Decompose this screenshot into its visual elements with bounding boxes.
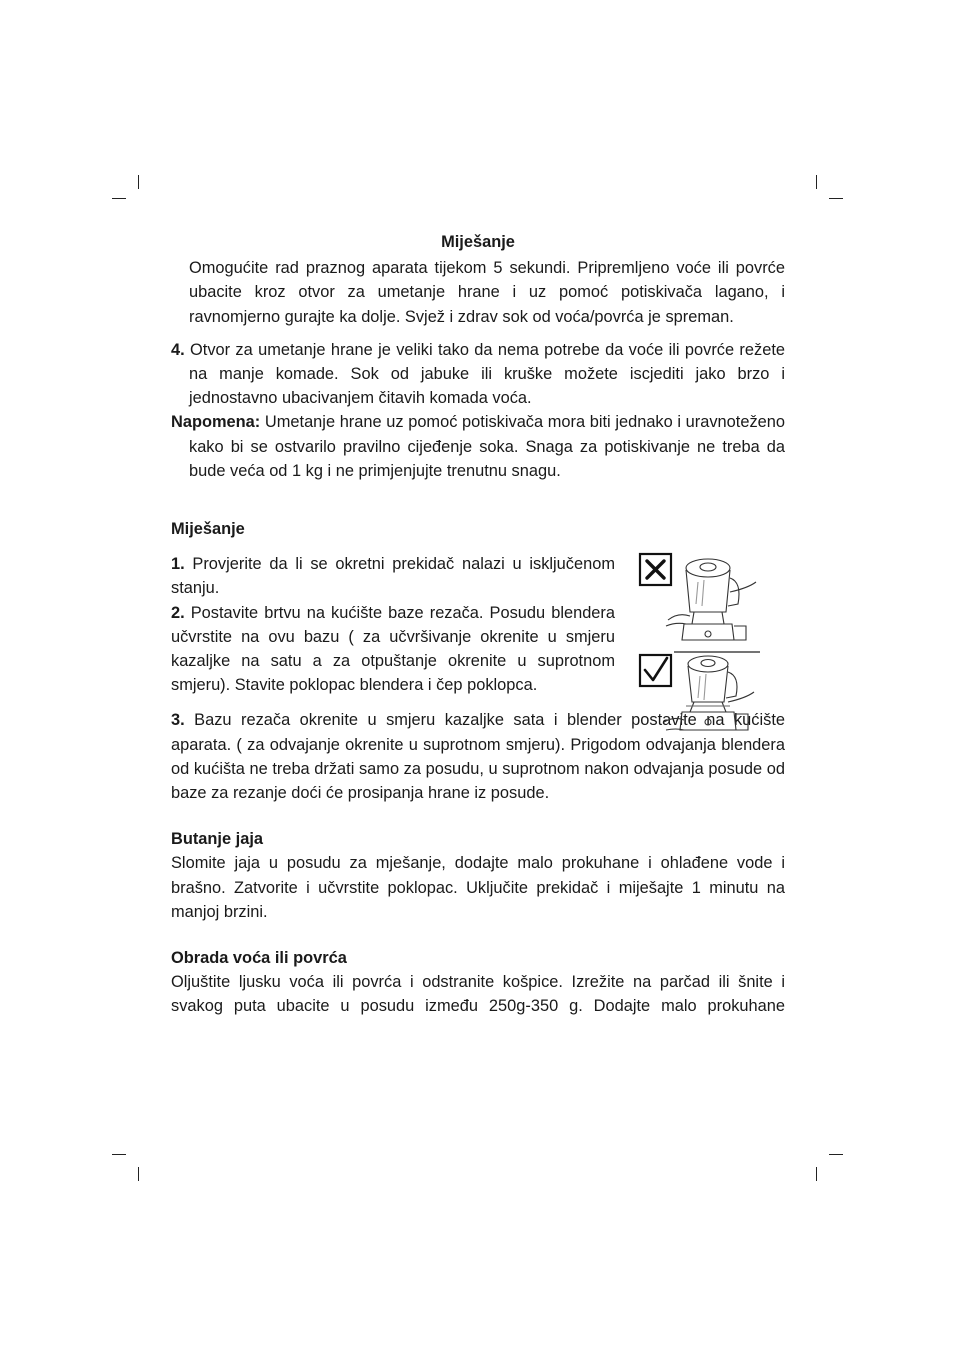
blender-illustration-correct xyxy=(664,656,754,730)
note xyxy=(171,410,785,483)
item-4-text: Otvor za umetanje hrane je veliki tako da nema potrebe da voće ili povrće režete na manje komade. Sok od jabuke ili kruške možete iscjediti jako brzo i jednostavno ubacivanjem čitavih komada voća. xyxy=(189,340,785,408)
fruit-text: Oljuštite ljusku voća ili povrća i odstranite košpice. Izrežite na parčad ili šnite i svakog puta ubacite u posudu između 250g-350 g. Dodajte malo prokuhane xyxy=(171,973,785,1016)
blender-figure-svg xyxy=(638,552,762,752)
step-3-number: 3. xyxy=(171,711,185,730)
check-box-icon xyxy=(640,655,671,686)
section-title-mixing-2: Miješanje xyxy=(171,520,245,539)
crop-mark xyxy=(138,175,139,189)
steps-left-column xyxy=(171,552,615,697)
step-1-number: 1. xyxy=(171,555,185,574)
item-4-number: 4. xyxy=(171,340,185,359)
cross-box-icon xyxy=(640,554,671,585)
mixing-intro: Omogućite rad praznog aparata tijekom 5 sekundi. Pripremljeno voće ili povrće ubacite kroz otvor za umetanje hrane i uz pomoć potiskivača lagano, i ravnomjerno gurajte ka dolje. Svjež i zdrav sok od voća/povrća je spreman. xyxy=(189,259,785,326)
crop-mark xyxy=(112,198,126,199)
item-4 xyxy=(171,338,785,411)
note-text: Umetanje hrane uz pomoć potiskivača mora biti jednako i uravnoteženo kako bi se ostvarilo pravilno cijeđenje soka. Snaga za potiskivanje ne treba da bude veća od 1 kg i ne primjenjujte trenutnu snagu. xyxy=(189,413,785,480)
steps-with-figure xyxy=(171,552,785,697)
step-3-text: Bazu rezača okrenite u smjeru kazaljke sata i blender postavite na kućište aparata. ( za odvajanje okrenite u suprotnom smjeru). Prigodom odvajanja blendera od kućišta ne treba držati samo za posudu, u suprotnom nakon odvajanja posude od baze za rezanje doći će prosipanja hrane iz posude. xyxy=(171,711,785,803)
crop-mark xyxy=(829,1154,843,1155)
section-title-eggs: Butanje jaja xyxy=(171,830,263,849)
crop-mark xyxy=(829,198,843,199)
step-1 xyxy=(171,552,615,600)
page-content xyxy=(171,230,785,1019)
crop-mark xyxy=(816,1167,817,1181)
section-title-mixing: Miješanje xyxy=(441,233,515,251)
step-2 xyxy=(171,601,615,698)
section-title-fruit: Obrada voća ili povrća xyxy=(171,949,347,968)
note-label: Napomena: xyxy=(171,413,261,432)
crop-mark xyxy=(138,1167,139,1181)
blender-assembly-figure xyxy=(638,552,762,752)
step-1-text: Provjerite da li se okretni prekidač nalazi u isključenom stanju. xyxy=(171,555,615,598)
blender-illustration-incorrect xyxy=(666,559,756,640)
crop-mark xyxy=(816,175,817,189)
eggs-text: Slomite jaja u posudu za mješanje, dodajte malo prokuhane i ohlađene vode i brašno. Zatvorite i učvrstite poklopac. Uključite prekidač i miješajte 1 minutu na manjoj brzini. xyxy=(171,854,785,921)
crop-mark xyxy=(112,1154,126,1155)
step-2-number: 2. xyxy=(171,603,185,622)
step-2-text: Postavite brtvu na kućište baze rezača. Posudu blendera učvrstite na ovu bazu ( za učvršivanje okrenite u smjeru kazaljke na satu a za otpuštanje okrenite u suprotnom smjeru). Stavite poklopac blendera i čep poklopca. xyxy=(171,603,616,695)
